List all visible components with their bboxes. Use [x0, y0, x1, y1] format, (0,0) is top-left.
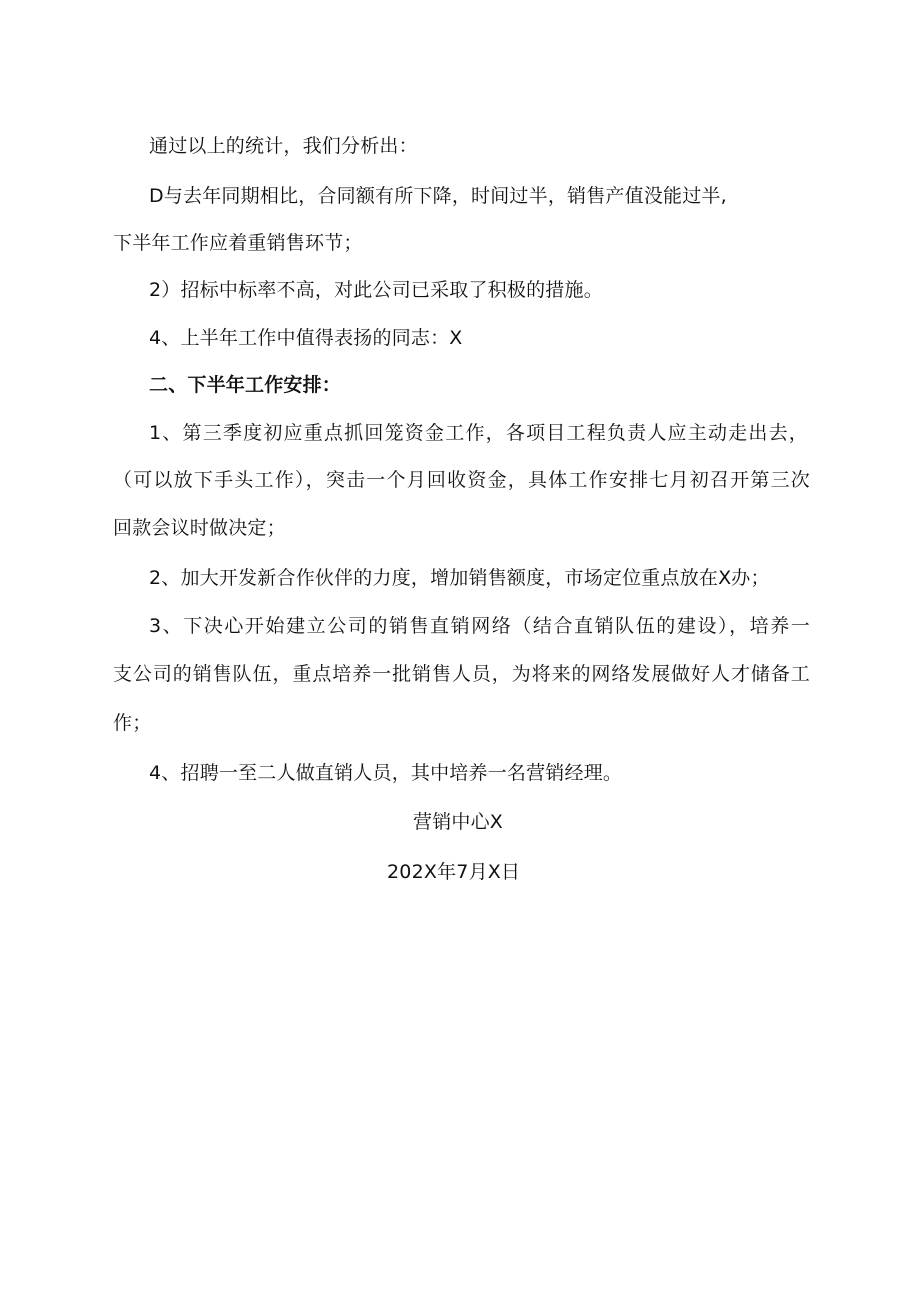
analysis-item-3: 4、上半年工作中值得表扬的同志：X [149, 327, 463, 349]
plan-item-4: 4、招聘一至二人做直销人员，其中培养一名营销经理。 [149, 762, 623, 784]
analysis-item-1-line-2: 下半年工作应着重销售环节； [113, 232, 363, 254]
signature-department: 营销中心X [413, 811, 504, 833]
plan-item-1-line-1: 1、第三季度初应重点抓回笼资金工作，各项目工程负责人应主动走出去， [149, 422, 808, 444]
plan-item-1-line-2: （可以放下手头工作），突击一个月回收资金，具体工作安排七月初召开第三次 [113, 469, 810, 491]
plan-item-3-line-3: 作； [113, 712, 152, 734]
analysis-item-2: 2）招标中标率不高，对此公司已采取了积极的措施。 [149, 279, 603, 301]
analysis-intro: 通过以上的统计，我们分析出： [149, 135, 418, 157]
plan-item-3-line-1: 3、下决心开始建立公司的销售直销网络（结合直销队伍的建设），培养一 [149, 615, 810, 637]
signature-date: 202X年7月X日 [387, 861, 521, 883]
analysis-item-1-line-1: D与去年同期相比，合同额有所下降，时间过半，销售产值没能过半, [149, 185, 727, 207]
plan-item-3-line-2: 支公司的销售队伍，重点培养一批销售人员，为将来的网络发展做好人才储备工 [113, 663, 810, 685]
plan-item-1-line-3: 回款会议时做决定； [113, 517, 286, 539]
section-title: 二、下半年工作安排： [149, 374, 342, 396]
plan-item-2: 2、加大开发新合作伙伴的力度，增加销售额度，市场定位重点放在X办； [149, 567, 770, 589]
